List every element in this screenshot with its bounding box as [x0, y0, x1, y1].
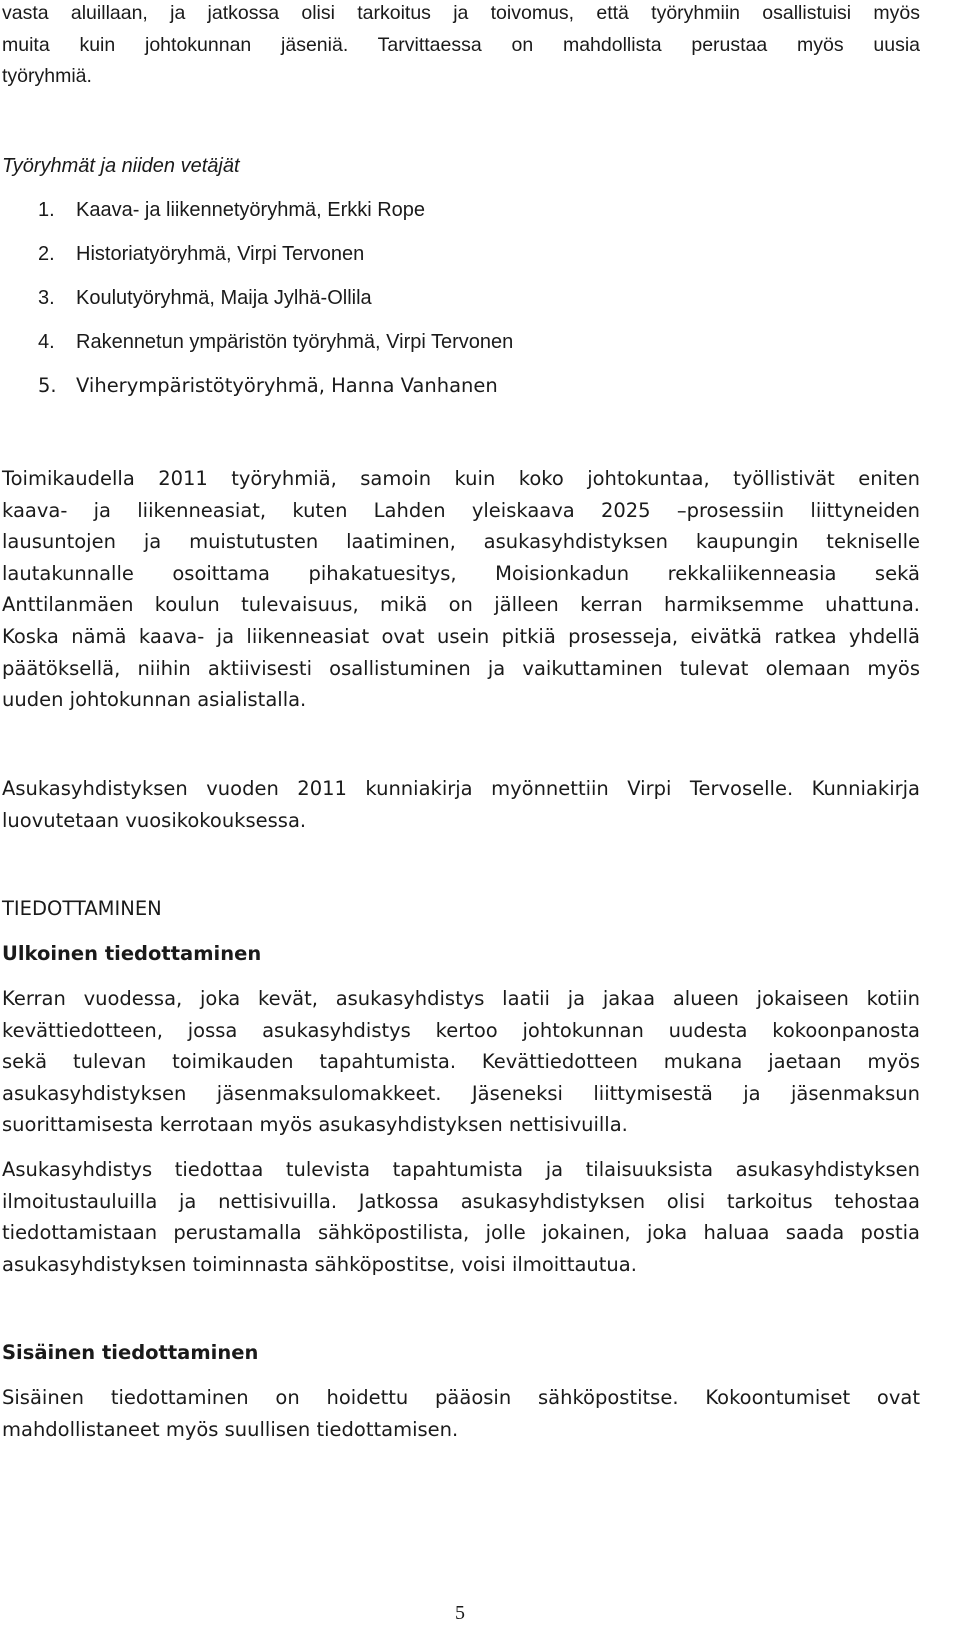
page-number: 5 — [455, 1602, 465, 1624]
list-item — [38, 320, 513, 364]
term-line: lausuntojen ja muistutusten laatiminen, asukasyhdistyksen kaupungin tekniselle — [2, 530, 920, 554]
groups-heading: Työryhmät ja niiden vetäjät — [2, 155, 240, 177]
section-title: TIEDOTTAMINEN — [2, 897, 162, 920]
term-line: Toimikaudella 2011 työryhmiä, samoin kuin koko johtokuntaa, työllistivät eniten — [2, 467, 920, 490]
groups-list — [38, 188, 513, 408]
external-line: kevättiedotteen, jossa asukasyhdistys kertoo johtokunnan uudesta kokoonpanosta — [2, 1018, 920, 1042]
list-item-text: Rakennetun ympäristön työryhmä, Virpi Tervonen — [76, 331, 514, 353]
external-line: Asukasyhdistys tiedottaa tulevista tapahtumista ja tilaisuuksista asukasyhdistyksen — [2, 1158, 920, 1181]
honor-line: Asukasyhdistyksen vuoden 2011 kunniakirja myönnettiin Virpi Tervoselle. Kunniakirja — [2, 777, 920, 800]
external-line: suorittamisesta kerrotaan myös asukasyhdistyksen nettisivuilla. — [2, 1113, 628, 1137]
external-line: asukasyhdistyksen toiminnasta sähköpostitse, voisi ilmoittautua. — [2, 1252, 637, 1276]
term-line: Anttilanmäen koulun tulevaisuus, mikä on jälleen kerran harmiksemme uhattuna. — [2, 593, 920, 617]
internal-paragraph — [2, 1382, 920, 1445]
external-line: Kerran vuodessa, joka kevät, asukasyhdistys laatii ja jakaa alueen jokaiseen kotiin — [2, 987, 920, 1010]
list-item — [38, 188, 513, 232]
intro-line: muita kuin johtokunnan jäseniä. Tarvittaessa on mahdollista perustaa myös uusia — [2, 33, 920, 56]
external-line: tiedottamistaan perustamalla sähköpostilista, jolle jokainen, joka haluaa saada postia — [2, 1221, 920, 1245]
list-item-number: 1. — [38, 199, 55, 221]
list-item-text: Historiatyöryhmä, Virpi Tervonen — [76, 243, 365, 265]
external-line: ilmoitustauluilla ja nettisivuilla. Jatkossa asukasyhdistyksen olisi tarkoitus tehostaa — [2, 1189, 920, 1213]
term-line: lautakunnalle osoittama pihakatuesitys, Moisionkadun rekkaliikenneasia sekä — [2, 561, 920, 585]
intro-paragraph — [2, 0, 920, 93]
term-line: Koska nämä kaava- ja liikenneasiat ovat usein pitkiä prosesseja, eivätkä ratkea yhdellä — [2, 624, 920, 648]
list-item — [38, 232, 513, 276]
term-line: kaava- ja liikenneasiat, kuten Lahden yleiskaava 2025 –prosessiin liittyneiden — [2, 498, 920, 522]
list-item-number: 5. — [38, 374, 57, 397]
term-line: uuden johtokunnan asialistalla. — [2, 688, 307, 712]
list-item — [38, 364, 513, 408]
external-paragraph-2 — [2, 1154, 920, 1280]
honor-paragraph — [2, 773, 920, 836]
list-item-text: Viherympäristötyöryhmä, Hanna Vanhanen — [76, 374, 498, 397]
internal-line: Sisäinen tiedottaminen on hoidettu pääosin sähköpostitse. Kokoontumiset ovat — [2, 1386, 920, 1409]
list-item-number: 4. — [38, 331, 55, 353]
external-heading: Ulkoinen tiedottaminen — [2, 942, 262, 965]
internal-line: mahdollistaneet myös suullisen tiedottamisen. — [2, 1417, 459, 1441]
external-line: asukasyhdistyksen jäsenmaksulomakkeet. Jäseneksi liittymisestä ja jäsenmaksun — [2, 1081, 920, 1105]
list-item-text: Koulutyöryhmä, Maija Jylhä-Ollila — [76, 287, 372, 309]
term-line: päätöksellä, niihin aktiivisesti osallistuminen ja vaikuttaminen tulevat olemaan myös — [2, 656, 920, 680]
list-item-text: Kaava- ja liikennetyöryhmä, Erkki Rope — [76, 199, 426, 221]
internal-heading: Sisäinen tiedottaminen — [2, 1341, 259, 1364]
term-paragraph — [2, 463, 920, 716]
list-item-number: 2. — [38, 243, 55, 265]
intro-line: vasta aluillaan, ja jatkossa olisi tarkoitus ja toivomus, että työryhmiin osallistuisi myös — [2, 2, 920, 24]
external-paragraph-1 — [2, 983, 920, 1141]
honor-line: luovutetaan vuosikokouksessa. — [2, 808, 307, 832]
list-item — [38, 276, 513, 320]
intro-line: työryhmiä. — [2, 65, 92, 88]
external-line: sekä tulevan toimikauden tapahtumista. Kevättiedotteen mukana jaetaan myös — [2, 1050, 920, 1074]
list-item-number: 3. — [38, 287, 55, 309]
